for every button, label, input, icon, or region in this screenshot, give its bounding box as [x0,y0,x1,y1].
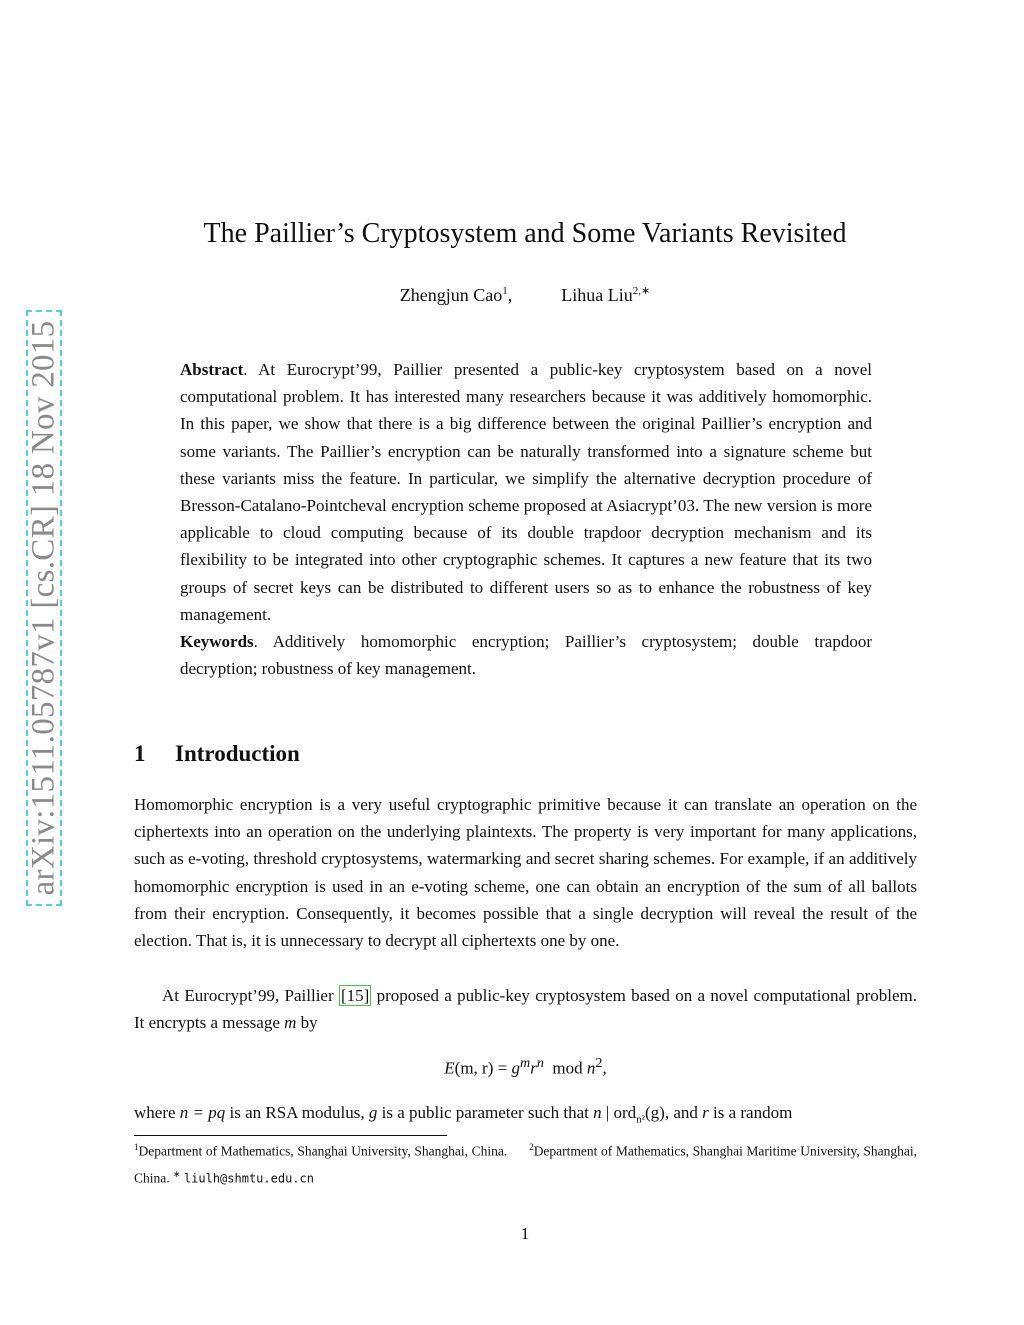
abstract-paragraph [180,356,872,628]
footnote-2: Department of Mathematics, Shanghai Maritime University, Shanghai, China. [134,1143,917,1185]
author-name: Zhengjun Cao [399,285,503,305]
variable-m: m [284,1013,297,1033]
page-number: 1 [520,1224,530,1243]
keywords-text: . Additively homomorphic encryption; Paillier’s cryptosystem; double trapdoor decryption; robustness of key management. [180,632,872,679]
citation-link[interactable]: [15] [340,986,370,1005]
abstract [180,356,872,682]
author-name: Lihua Liu [561,285,633,305]
abstract-text: . At Eurocrypt’99, Paillier presented a public-key cryptosystem based on a novel computational problem. It has interested many researchers because it was additively homomorphic. In this paper, we show that there is a big difference between the original Paillier’s encryption and some variants. The Paillier’s encryption can be naturally transformed into a signature scheme but these variants miss the feature. In particular, we simplify the alternative decryption procedure of Bresson-Catalano-Pointcheval encryption scheme proposed at Asiacrypt’03. The new version is more applicable to cloud computing because of its double trapdoor decryption mechanism and its flexibility to be integrated into other cryptographic schemes. It captures a new feature that its two groups of secret keys can be distributed to different users so as to enhance the robustness of key management. [180,360,872,624]
keywords-paragraph [180,628,872,682]
author-separator: , [507,285,513,305]
authors-line [0,284,1024,306]
keywords-label: Keywords [180,632,254,652]
arxiv-stamp [26,310,62,906]
paper-title: The Paillier’s Cryptosystem and Some Variants Revisited [203,218,847,249]
email-address: liulh@shmtu.edu.cn [183,1171,314,1185]
body-paragraph-2: At Eurocrypt’99, Paillier [15] proposed a public-key cryptosystem based on a novel computational problem. It encrypts a message m by [134,986,917,1033]
section-heading [134,741,300,767]
footnote-1: Department of Mathematics, Shanghai University, Shanghai, China. [138,1143,508,1159]
body-paragraph-3: where n = pq is an RSA modulus, g is a public parameter such that n | ord$_{n^2}$(g), and r is a random [134,1103,793,1126]
body-paragraph-1: Homomorphic encryption is a very useful cryptographic primitive because it can translate an operation on the ciphertexts into an operation on the underlying plaintexts. The property is very important for many applications, such as e-voting, threshold cryptosystems, watermarking and secret sharing schemes. For example, if an additively homomorphic encryption is used in an e-voting scheme, one can obtain an encryption of the sum of all ballots from their encryption. Consequently, it becomes possible that a single decryption will reveal the result of the election. That is, it is unnecessary to decrypt all ciphertexts one by one. [134,795,917,951]
abstract-label: Abstract [180,360,244,379]
author-affiliation-mark: 1 [502,285,508,297]
footnotes: $^1$Department of Mathematics, Shanghai University, Shanghai, China. $^2$Department of Mathematics, Shanghai Maritime University, Shanghai, China. ∗ liulh@shmtu.edu.cn [134,1142,917,1185]
author-affiliation-mark: 2,∗ [632,285,651,297]
section-number: 1 [134,741,146,766]
section-title: Introduction [175,741,300,766]
arxiv-stamp-text: arXiv:1511.05787v1 [cs.CR] 18 Nov 2015 [25,320,62,896]
encryption-equation: E(m, $r) = g^mr^n$ mod $n^2$, [444,1055,607,1078]
